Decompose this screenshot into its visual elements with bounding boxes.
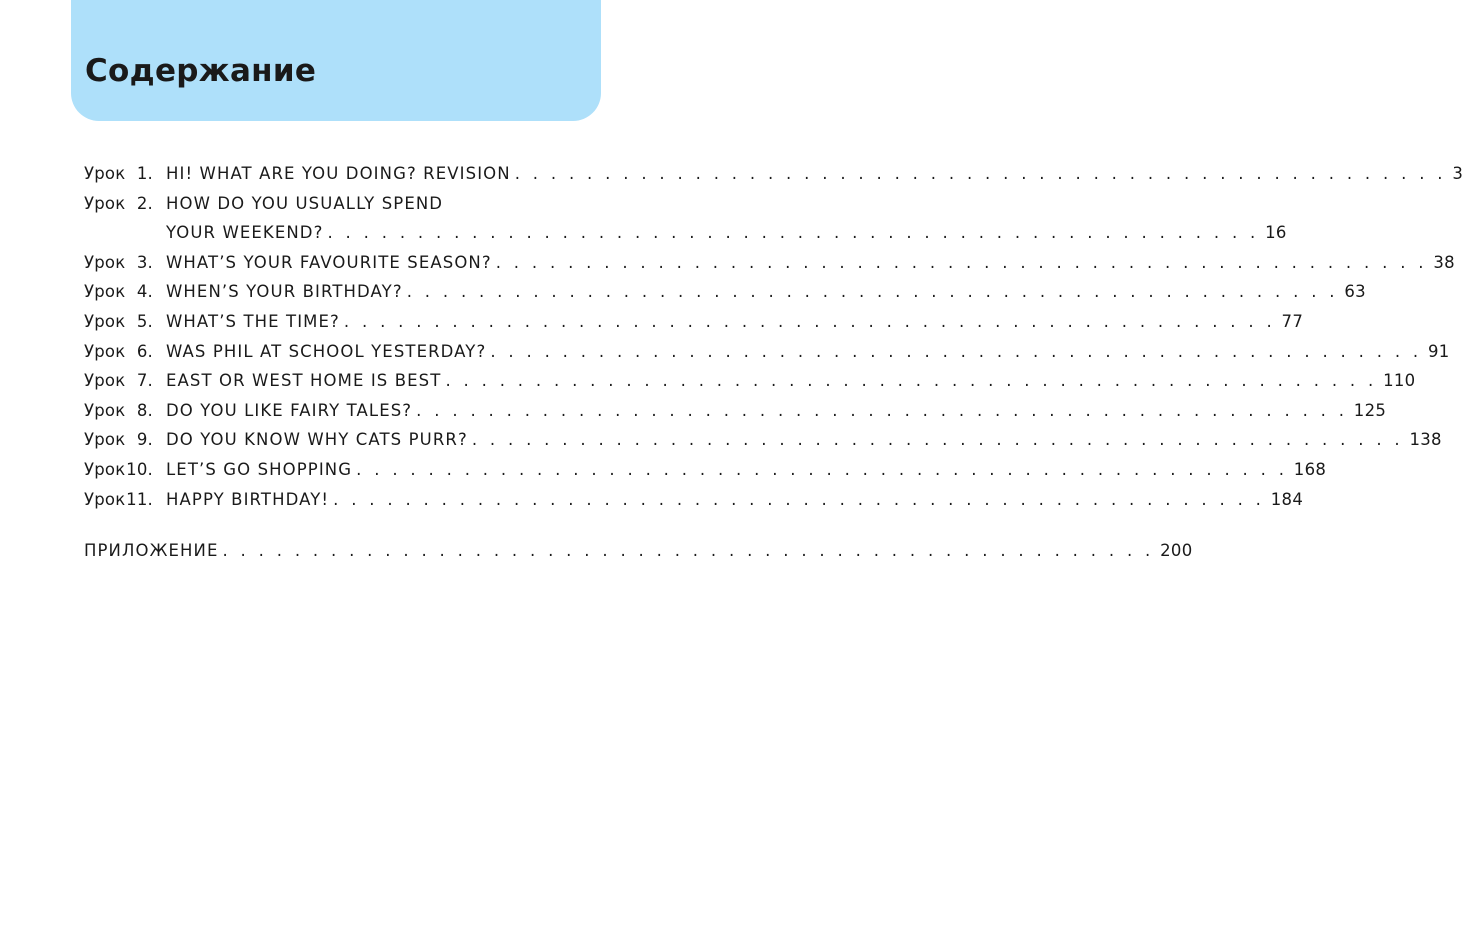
- table-of-contents: [84, 159, 1463, 514]
- toc-leader-dots: . . . . . . . . . . . . . . . . . . . . . . . . . . . . . . . . . . . . . . . . . . . . . . . . . . . .: [490, 341, 1422, 361]
- toc-page-number: 91: [1427, 341, 1450, 361]
- toc-lesson-word: Урок: [84, 311, 126, 331]
- toc-entry-body: [166, 455, 1327, 485]
- toc-lesson-word: Урок: [84, 371, 126, 391]
- toc-lesson-word: Урок: [84, 430, 126, 450]
- toc-entry-title: DO YOU KNOW WHY CATS PURR?: [166, 430, 468, 450]
- toc-lesson-number: 5.: [136, 311, 153, 331]
- toc-page-number: 3: [1452, 164, 1463, 183]
- toc-lesson-number: 11.: [126, 489, 153, 509]
- toc-leader-dots: . . . . . . . . . . . . . . . . . . . . . . . . . . . . . . . . . . . . . . . . . . . . . . . . . . . .: [406, 282, 1339, 302]
- toc-lesson-word: Урок: [84, 400, 126, 420]
- toc-lesson-number: 2.: [136, 193, 153, 213]
- toc-lesson-number: 10.: [126, 459, 153, 479]
- toc-entry[interactable]: [84, 307, 1304, 337]
- toc-page-number: 200: [1160, 541, 1193, 560]
- toc-lesson-word: Урок: [84, 164, 126, 183]
- toc-lesson-word: Урок: [84, 341, 126, 361]
- toc-entry[interactable]: [84, 337, 1450, 367]
- toc-page-number: 63: [1344, 282, 1366, 302]
- toc-entry-title: HOW DO YOU USUALLY SPEND: [166, 193, 444, 213]
- toc-page-number: 16: [1265, 223, 1287, 243]
- toc-entry-continuation[interactable]: [84, 218, 1287, 248]
- toc-lesson-number: 9.: [136, 430, 153, 450]
- toc-page-number: 38: [1433, 252, 1455, 272]
- toc-leader-dots: . . . . . . . . . . . . . . . . . . . . . . . . . . . . . . . . . . . . . . . . . . . . . . . . . . . .: [445, 371, 1378, 391]
- toc-leader-dots: . . . . . . . . . . . . . . . . . . . . . . . . . . . . . . . . . . . . . . . . . . . . . . . . . . . .: [471, 430, 1404, 450]
- toc-page-number: 168: [1293, 459, 1327, 479]
- toc-page-number: 138: [1409, 430, 1442, 450]
- toc-entry[interactable]: [84, 366, 1416, 396]
- toc-entry-body: [166, 159, 1463, 189]
- toc-appendix-entry[interactable]: [84, 536, 1193, 566]
- toc-leader-dots: . . . . . . . . . . . . . . . . . . . . . . . . . . . . . . . . . . . . . . . . . . . . . . . . . . . .: [333, 489, 1265, 509]
- toc-entry-title: ПРИЛОЖЕНИЕ: [84, 541, 219, 560]
- toc-entry-title: HAPPY BIRTHDAY!: [166, 489, 330, 509]
- toc-entry-body: [166, 218, 1287, 248]
- toc-lesson-number: 6.: [136, 341, 153, 361]
- toc-leader-dots: . . . . . . . . . . . . . . . . . . . . . . . . . . . . . . . . . . . . . . . . . . . . . . . . . . . .: [416, 400, 1348, 420]
- toc-entry-title: WHAT’S THE TIME?: [166, 311, 340, 331]
- toc-lesson-number: 1.: [136, 164, 153, 183]
- toc-leader-dots: . . . . . . . . . . . . . . . . . . . . . . . . . . . . . . . . . . . . . . . . . . . . . . . . . . . .: [356, 459, 1288, 479]
- toc-entry-body: [166, 189, 646, 219]
- toc-leader-dots: . . . . . . . . . . . . . . . . . . . . . . . . . . . . . . . . . . . . . . . . . . . . . . . . . . . .: [514, 164, 1447, 183]
- toc-lesson-number: 7.: [136, 371, 153, 391]
- toc-entry[interactable]: [84, 189, 646, 219]
- toc-lesson-number: 4.: [136, 282, 153, 302]
- toc-page-number: 184: [1270, 489, 1304, 509]
- toc-entry-body: [166, 485, 1304, 515]
- toc-page-number: 125: [1353, 400, 1387, 420]
- toc-lesson-word: Урок: [84, 489, 126, 509]
- toc-entry-body: [166, 248, 1455, 278]
- toc-entry[interactable]: [84, 277, 1366, 307]
- toc-entry-body: [166, 425, 1442, 455]
- toc-leader-dots: . . . . . . . . . . . . . . . . . . . . . . . . . . . . . . . . . . . . . . . . . . . . . . . . . . . .: [222, 541, 1155, 560]
- toc-entry-title: YOUR WEEKEND?: [166, 223, 324, 243]
- toc-entry-title: WHEN’S YOUR BIRTHDAY?: [166, 282, 403, 302]
- toc-page-number: 77: [1281, 311, 1304, 331]
- toc-entry-body: [166, 277, 1366, 307]
- toc-entry-body: [166, 307, 1304, 337]
- toc-entry-title: HI! WHAT ARE YOU DOING? REVISION: [166, 164, 511, 183]
- toc-entry[interactable]: [84, 425, 1442, 455]
- toc-entry-body: [166, 396, 1387, 426]
- header-band: [71, 0, 601, 121]
- toc-lesson-word: Урок: [84, 282, 126, 302]
- toc-lesson-word: Урок: [84, 459, 126, 479]
- toc-entry-title: LET’S GO SHOPPING: [166, 459, 353, 479]
- page-title: Содержание: [85, 53, 317, 89]
- toc-lesson-number: 8.: [136, 400, 153, 420]
- toc-entry-title: WHAT’S YOUR FAVOURITE SEASON?: [166, 252, 492, 272]
- toc-entry[interactable]: [84, 159, 1463, 189]
- toc-entry[interactable]: [84, 455, 1327, 485]
- toc-leader-dots: . . . . . . . . . . . . . . . . . . . . . . . . . . . . . . . . . . . . . . . . . . . . . . . . . . . .: [327, 223, 1260, 243]
- toc-page-number: 110: [1383, 371, 1416, 391]
- toc-lesson-number: 3.: [136, 252, 153, 272]
- toc-lesson-word: Урок: [84, 193, 126, 213]
- toc-entry[interactable]: [84, 396, 1387, 426]
- toc-entry-title: WAS PHIL AT SCHOOL YESTERDAY?: [166, 341, 487, 361]
- toc-entry-title: EAST OR WEST HOME IS BEST: [166, 371, 442, 391]
- toc-leader-dots: . . . . . . . . . . . . . . . . . . . . . . . . . . . . . . . . . . . . . . . . . . . . . . . . . . . .: [495, 252, 1428, 272]
- toc-lesson-word: Урок: [84, 252, 126, 272]
- toc-entry[interactable]: [84, 485, 1304, 515]
- toc-leader-dots: . . . . . . . . . . . . . . . . . . . . . . . . . . . . . . . . . . . . . . . . . . . . . . . . . . . .: [343, 311, 1276, 331]
- toc-entry-title: DO YOU LIKE FAIRY TALES?: [166, 400, 413, 420]
- toc-entry[interactable]: [84, 248, 1455, 278]
- toc-entry-body: [166, 337, 1450, 367]
- toc-entry-body: [166, 366, 1416, 396]
